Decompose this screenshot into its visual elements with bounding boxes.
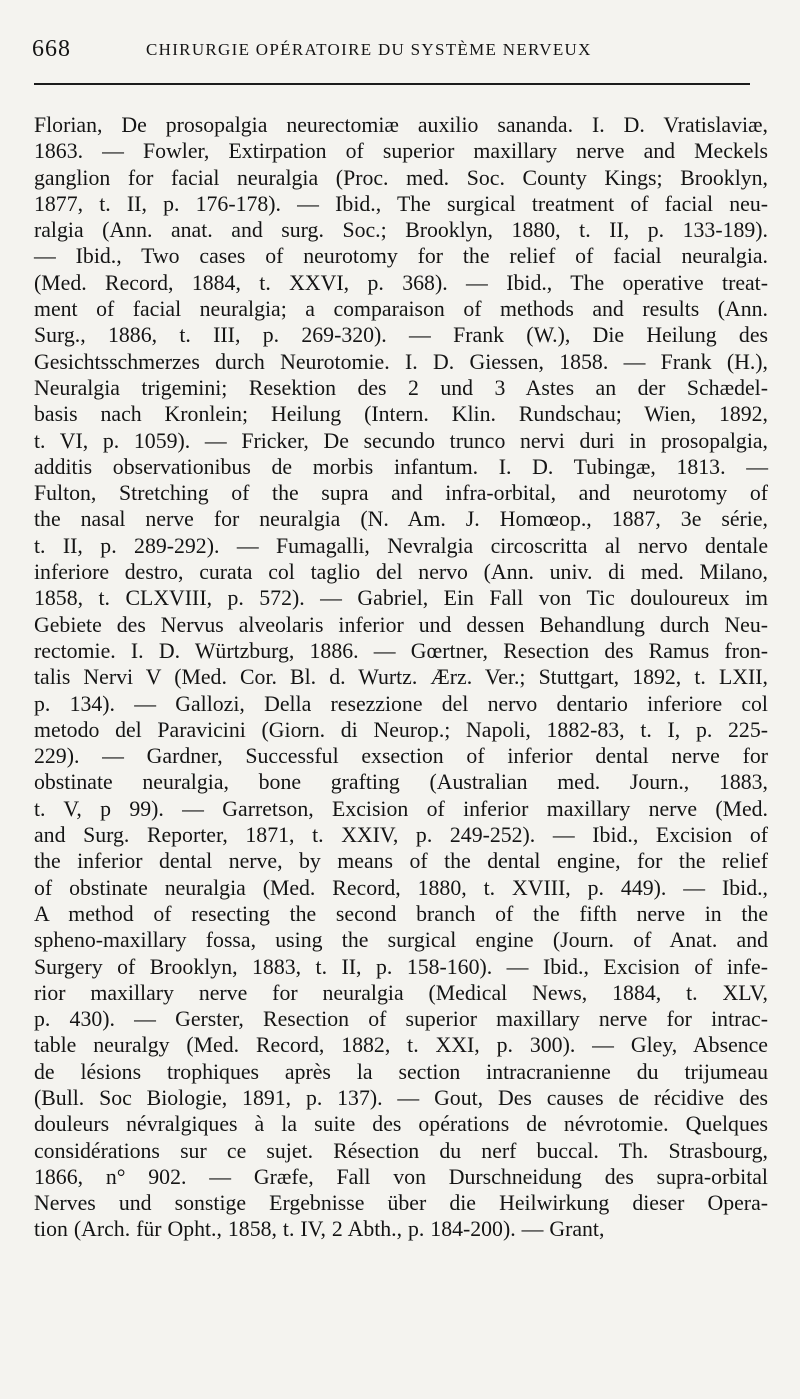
text-line: (Med. Record, 1884, t. XXVI, p. 368). — Ibid., The operative treat-: [34, 270, 768, 295]
text-line: basis nach Kronlein; Heilung (Intern. Klin. Rundschau; Wien, 1892,: [34, 402, 768, 427]
text-line: metodo del Paravicini (Giorn. di Neurop.; Napoli, 1882-83, t. I, p. 225-: [34, 717, 768, 742]
page-number: 668: [32, 36, 71, 62]
text-line: and Surg. Reporter, 1871, t. XXIV, p. 249-252). — Ibid., Excision of: [34, 823, 768, 848]
text-line: t. II, p. 289-292). — Fumagalli, Nevralgia circoscritta al nervo dentale: [34, 533, 768, 558]
text-line: of obstinate neuralgia (Med. Record, 1880, t. XVIII, p. 449). — Ibid.,: [34, 875, 768, 900]
text-line: p. 134). — Gallozi, Della resezzione del nervo dentario inferiore col: [34, 691, 768, 716]
text-line: ralgia (Ann. anat. and surg. Soc.; Brooklyn, 1880, t. II, p. 133-189).: [34, 218, 768, 243]
text-line: 229). — Gardner, Successful exsection of inferior dental nerve for: [34, 744, 768, 769]
text-line: — Ibid., Two cases of neurotomy for the relief of facial neuralgia.: [34, 244, 768, 269]
text-line: Nerves und sonstige Ergebnisse über die Heilwirkung dieser Opera-: [34, 1191, 768, 1216]
text-line: Gesichtsschmerzes durch Neurotomie. I. D. Giessen, 1858. — Frank (H.),: [34, 349, 768, 374]
text-line: Florian, De prosopalgia neurectomiæ auxilio sananda. I. D. Vratislaviæ,: [34, 113, 768, 137]
text-line: Gebiete des Nervus alveolaris inferior und dessen Behandlung durch Neu-: [34, 612, 768, 637]
bibliography-text: [34, 112, 768, 1243]
text-line: p. 430). — Gerster, Resection of superior maxillary nerve for intrac-: [34, 1007, 768, 1032]
page-header: [30, 32, 770, 68]
text-line: 1877, t. II, p. 176-178). — Ibid., The surgical treatment of facial neu-: [34, 191, 768, 216]
text-line: (Bull. Soc Biologie, 1891, p. 137). — Gout, Des causes de récidive des: [34, 1085, 768, 1110]
text-line: tion (Arch. für Opht., 1858, t. IV, 2 Abth., p. 184-200). — Grant,: [34, 1217, 605, 1242]
text-line: A method of resecting the second branch of the fifth nerve in the: [34, 901, 768, 926]
running-head: CHIRURGIE OPÉRATOIRE DU SYSTÈME NERVEUX: [146, 40, 592, 59]
text-line: spheno-maxillary fossa, using the surgical engine (Journ. of Anat. and: [34, 928, 768, 953]
text-line: inferiore destro, curata col taglio del nervo (Ann. univ. di med. Milano,: [34, 560, 768, 585]
text-line: table neuralgy (Med. Record, 1882, t. XXI, p. 300). — Gley, Absence: [34, 1033, 768, 1058]
text-line: the inferior dental nerve, by means of the dental engine, for the relief: [34, 849, 768, 874]
text-line: douleurs névralgiques à la suite des opérations de névrotomie. Quelques: [34, 1112, 768, 1137]
text-line: obstinate neuralgia, bone grafting (Australian med. Journ., 1883,: [34, 770, 768, 795]
text-line: 1863. — Fowler, Extirpation of superior maxillary nerve and Meckels: [34, 139, 768, 164]
text-line: considérations sur ce sujet. Résection du nerf buccal. Th. Strasbourg,: [34, 1138, 768, 1163]
text-line: t. VI, p. 1059). — Fricker, De secundo trunco nervi duri in prosopalgia,: [34, 428, 768, 453]
text-line: ganglion for facial neuralgia (Proc. med. Soc. County Kings; Brooklyn,: [34, 165, 768, 190]
text-line: de lésions trophiques après la section intracranienne du trijumeau: [34, 1059, 768, 1084]
text-line: the nasal nerve for neuralgia (N. Am. J. Homœop., 1887, 3e série,: [34, 507, 768, 532]
text-line: talis Nervi V (Med. Cor. Bl. d. Wurtz. Ærz. Ver.; Stuttgart, 1892, t. LXII,: [34, 665, 768, 690]
text-line: ment of facial neuralgia; a comparaison of methods and results (Ann.: [34, 297, 768, 322]
text-line: Neuralgia trigemini; Resektion des 2 und 3 Astes an der Schædel-: [34, 375, 768, 400]
text-line: t. V, p 99). — Garretson, Excision of inferior maxillary nerve (Med.: [34, 796, 768, 821]
text-line: Fulton, Stretching of the supra and infra-orbital, and neurotomy of: [34, 481, 768, 506]
header-rule: [34, 83, 750, 85]
text-line: Surg., 1886, t. III, p. 269-320). — Frank (W.), Die Heilung des: [34, 323, 768, 348]
text-line: additis observationibus de morbis infantum. I. D. Tubingæ, 1813. —: [34, 454, 768, 479]
text-line: Surgery of Brooklyn, 1883, t. II, p. 158-160). — Ibid., Excision of infe-: [34, 954, 768, 979]
text-line: rior maxillary nerve for neuralgia (Medical News, 1884, t. XLV,: [34, 980, 768, 1005]
text-line: rectomie. I. D. Würtzburg, 1886. — Gœrtner, Resection des Ramus fron-: [34, 638, 768, 663]
text-line: 1866, n° 902. — Græfe, Fall von Durschneidung des supra-orbital: [34, 1164, 768, 1189]
text-line: 1858, t. CLXVIII, p. 572). — Gabriel, Ein Fall von Tic douloureux im: [34, 586, 768, 611]
